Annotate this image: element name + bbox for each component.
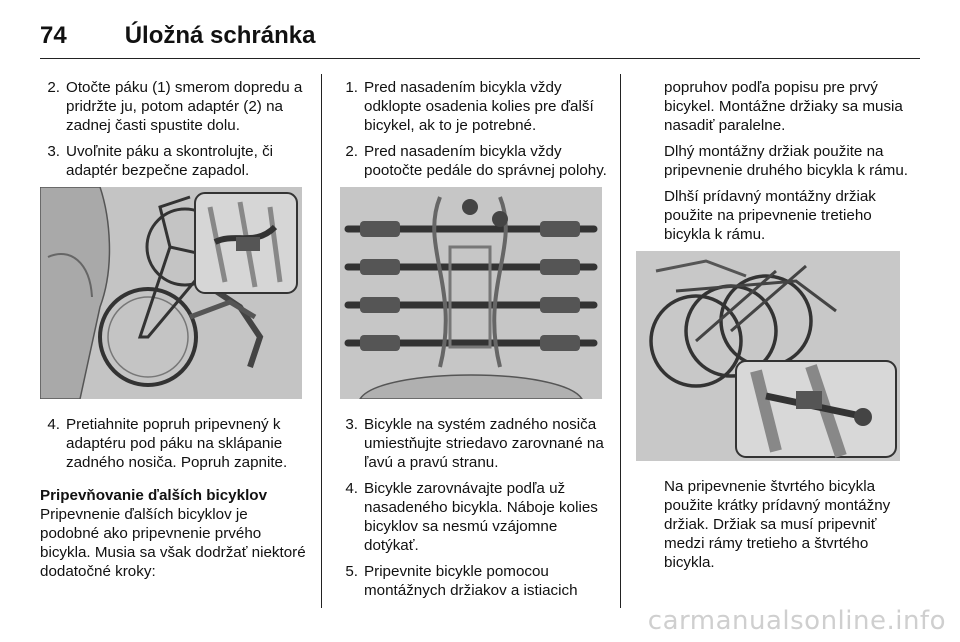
list-item bbox=[40, 415, 308, 472]
list-item bbox=[40, 142, 308, 180]
column-divider bbox=[321, 74, 322, 608]
step-text: Uvoľnite páku a skontrolujte, či adaptér bezpečne zapadol. bbox=[66, 143, 274, 179]
column-divider bbox=[620, 74, 621, 608]
step-number: 2. bbox=[345, 143, 358, 160]
section-subheading: Pripevňovanie ďalších bicyklov bbox=[40, 487, 268, 504]
bike-rack-adapter-illustration bbox=[40, 187, 302, 399]
step-text: Otočte páku (1) smerom dopredu a pridržte ju, potom adaptér (2) na zadnej časti spustite dolu. bbox=[66, 79, 303, 134]
step-number: 4. bbox=[345, 480, 358, 497]
step-number: 1. bbox=[345, 79, 358, 96]
list-item bbox=[338, 479, 608, 555]
step-number: 3. bbox=[47, 143, 60, 160]
step-number: 3. bbox=[345, 416, 358, 433]
step-text: Bicykle zarovnávajte podľa už nasadeného bicykla. Náboje kolies bicyklov sa nesmú vzájomne dotýkať. bbox=[364, 480, 598, 554]
paragraph: Dlhší prídavný montážny držiak použite na pripevnenie tretieho bicykla k rámu. bbox=[664, 188, 876, 243]
watermark: carmanualsonline.info bbox=[647, 606, 946, 636]
paragraph: Pripevnenie ďalších bicyklov je podobné ako pripevnenie prvého bicykla. Musia sa však dodržať niektoré dodatočné kroky: bbox=[40, 506, 306, 580]
bike-mounting-holder-illustration bbox=[636, 251, 900, 461]
page-number: 74 bbox=[40, 22, 67, 49]
column-3 bbox=[664, 78, 914, 579]
list-item bbox=[338, 142, 608, 180]
step-text: Pred nasadením bicykla vždy odklopte osadenia kolies pre ďalší bicykel, ak to je potrebné. bbox=[364, 79, 594, 134]
column-1 bbox=[40, 78, 308, 588]
step-number: 5. bbox=[345, 563, 358, 580]
list-item bbox=[40, 78, 308, 135]
step-text: Bicykle na systém zadného nosiča umiestňujte striedavo zarovnané na ľavú a pravú stranu. bbox=[364, 416, 604, 471]
paragraph: Dlhý montážny držiak použite na pripevnenie druhého bicykla k rámu. bbox=[664, 143, 908, 179]
step-text: Pretiahnite popruh pripevnený k adaptéru pod páku na sklápanie zadného nosiča. Popruh zapnite. bbox=[66, 416, 288, 471]
step-number: 2. bbox=[47, 79, 60, 96]
page-header bbox=[40, 14, 920, 59]
step-text: Pred nasadením bicykla vždy pootočte pedále do správnej polohy. bbox=[364, 143, 607, 179]
list-item bbox=[338, 78, 608, 135]
list-item bbox=[338, 415, 608, 472]
step-text: Pripevnite bicykle pomocou montážnych držiakov a istiacich bbox=[364, 563, 578, 599]
list-item bbox=[338, 562, 608, 600]
paragraph: Na pripevnenie štvrtého bicykla použite krátky prídavný montážny držiak. Držiak sa musí pripevniť medzi rámy tretieho a štvrtého bicykla. bbox=[664, 478, 891, 571]
step-number: 4. bbox=[47, 416, 60, 433]
column-2 bbox=[338, 78, 608, 607]
chapter-title: Úložná schránka bbox=[124, 22, 316, 49]
bikes-top-view-illustration bbox=[340, 187, 602, 399]
paragraph: popruhov podľa popisu pre prvý bicykel. Montážne držiaky sa musia nasadiť paralelne. bbox=[664, 79, 903, 134]
